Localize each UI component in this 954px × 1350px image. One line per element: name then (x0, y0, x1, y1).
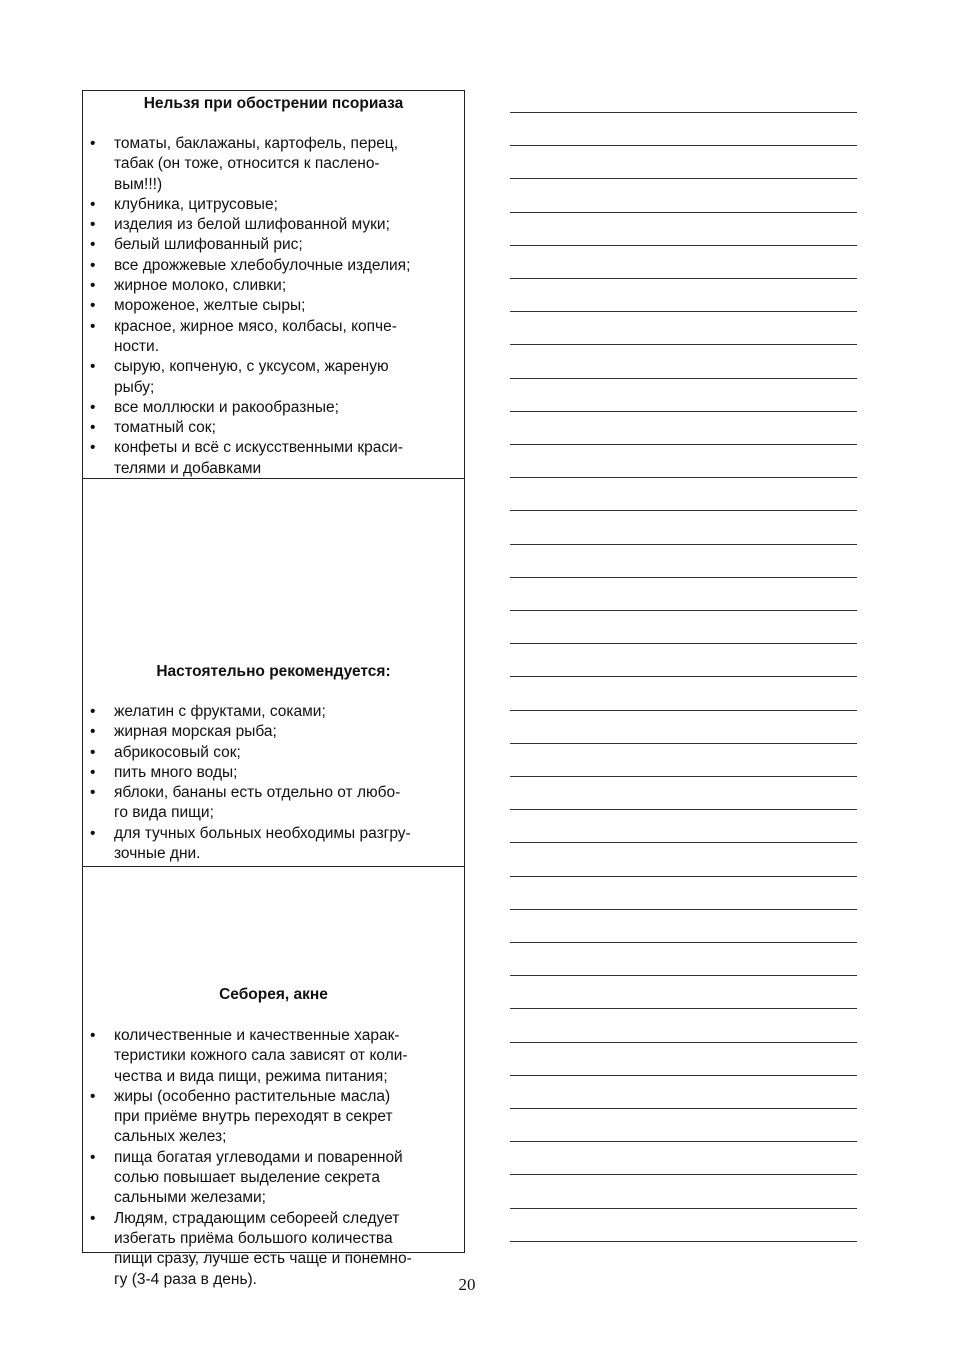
bullet-marker: • (90, 784, 96, 802)
ruled-line (510, 1108, 857, 1109)
list-item (83, 418, 464, 438)
ruled-line (510, 411, 857, 412)
list-item (83, 824, 464, 865)
bullet-marker: • (90, 358, 96, 376)
list-item (83, 256, 464, 276)
bullet-marker: • (90, 297, 96, 315)
item-text-line: томатный сок; (114, 419, 216, 437)
section-seborrhea-acne (83, 867, 464, 1288)
ruled-line (510, 1042, 857, 1043)
list-item (83, 215, 464, 235)
item-text-line: Людям, страдающим себореей следует (114, 1209, 400, 1227)
list-item (83, 276, 464, 296)
bullet-marker: • (90, 824, 96, 842)
list-item (83, 1148, 464, 1209)
item-text-line: ности. (114, 337, 159, 355)
ruled-line (510, 112, 857, 113)
item-text-line: все моллюски и ракообразные; (114, 398, 339, 416)
item-text-line: все дрожжевые хлебобулочные изделия; (114, 256, 411, 274)
item-text-line: сальных желез; (114, 1128, 227, 1146)
ruled-line (510, 145, 857, 146)
item-text-line: табак (он тоже, относится к паслено- (114, 155, 380, 173)
bullet-marker: • (90, 419, 96, 437)
bullet-marker: • (90, 439, 96, 457)
list-item (83, 783, 464, 824)
item-text-line: томаты, баклажаны, картофель, перец, (114, 135, 398, 152)
ruled-line (510, 212, 857, 213)
ruled-line (510, 909, 857, 910)
list-item (83, 134, 464, 195)
list-item (83, 702, 464, 722)
bullet-marker: • (90, 1087, 96, 1105)
ruled-line (510, 311, 857, 312)
item-text-line: вым!!!) (114, 175, 163, 193)
item-text-line: конфеты и всё с искусственными краси- (114, 439, 403, 457)
bullet-marker: • (90, 216, 96, 234)
item-text-line: телями и добавками (114, 459, 262, 477)
list-item (83, 763, 464, 783)
item-text-line: жиры (особенно растительные масла) (114, 1087, 391, 1105)
ruled-line (510, 676, 857, 677)
item-text-line: абрикосовый сок; (114, 743, 241, 761)
item-list (83, 134, 464, 479)
ruled-line (510, 743, 857, 744)
list-item (83, 398, 464, 418)
list-item (83, 317, 464, 358)
ruled-line (510, 776, 857, 777)
ruled-line (510, 1208, 857, 1209)
ruled-line (510, 178, 857, 179)
item-text-line: пища богатая углеводами и поваренной (114, 1148, 403, 1166)
ruled-line (510, 577, 857, 578)
item-text-line: гу (3-4 раза в день). (114, 1270, 257, 1288)
item-text-line: сальными железами; (114, 1189, 266, 1207)
bullet-marker: • (90, 763, 96, 781)
ruled-line (510, 544, 857, 545)
bullet-marker: • (90, 135, 96, 152)
bullet-marker: • (90, 1148, 96, 1166)
bullet-marker: • (90, 195, 96, 213)
item-text-line: количественные и качественные харак- (114, 1027, 400, 1044)
item-text-line: зочные дни. (114, 845, 201, 863)
ruled-line (510, 378, 857, 379)
page-number: 20 (458, 1275, 476, 1294)
bullet-marker: • (90, 256, 96, 274)
ruled-line (510, 1141, 857, 1142)
item-text-line: го вида пищи; (114, 804, 214, 822)
section-title: Себорея, акне (219, 986, 328, 1003)
ruled-line (510, 710, 857, 711)
list-item (83, 357, 464, 398)
list-item (83, 438, 464, 479)
ruled-line (510, 245, 857, 246)
list-item (83, 722, 464, 742)
ruled-line (510, 610, 857, 611)
section-recommended (83, 479, 464, 867)
info-table (82, 90, 465, 1288)
bullet-marker: • (90, 277, 96, 295)
section-title: Нельзя при обострении псориаза (143, 95, 404, 112)
item-text-line: при приёме внутрь переходят в секрет (114, 1108, 393, 1126)
note-writing-lines (510, 0, 857, 1350)
list-item (83, 1087, 464, 1148)
item-text-line: для тучных больных необходимы разгру- (114, 824, 411, 842)
ruled-line (510, 942, 857, 943)
item-text-line: солью повышает выделение секрета (114, 1169, 380, 1187)
section-psoriasis-prohibited (83, 91, 464, 479)
bullet-marker: • (90, 743, 96, 761)
ruled-line (510, 1008, 857, 1009)
ruled-line (510, 876, 857, 877)
item-text-line: жирное молоко, сливки; (114, 277, 287, 295)
ruled-line (510, 809, 857, 810)
item-text-line: рыбу; (114, 378, 155, 396)
bullet-marker: • (90, 236, 96, 254)
item-text-line: мороженое, желтые сыры; (114, 297, 306, 315)
item-text-line: пить много воды; (114, 763, 238, 781)
item-list (83, 1026, 464, 1290)
item-text-line: клубника, цитрусовые; (114, 195, 278, 213)
list-item (83, 195, 464, 215)
item-text-line: яблоки, бананы есть отдельно от любо- (114, 784, 401, 802)
ruled-line (510, 510, 857, 511)
section-title: Настоятельно рекомендуется: (156, 663, 391, 680)
ruled-line (510, 842, 857, 843)
ruled-line (510, 444, 857, 445)
bullet-marker: • (90, 703, 96, 720)
item-text-line: желатин с фруктами, соками; (114, 703, 326, 720)
list-item (83, 235, 464, 255)
ruled-line (510, 643, 857, 644)
bullet-marker: • (90, 317, 96, 335)
item-text-line: сырую, копченую, с уксусом, жареную (114, 358, 389, 376)
list-item (83, 1026, 464, 1087)
item-text-line: белый шлифованный рис; (114, 236, 303, 254)
item-text-line: жирная морская рыба; (114, 723, 277, 741)
ruled-line (510, 344, 857, 345)
item-text-line: красное, жирное мясо, колбасы, копче- (114, 317, 397, 335)
item-text-line: чества и вида пищи, режима питания; (114, 1067, 388, 1085)
item-text-line: изделия из белой шлифованной муки; (114, 216, 390, 234)
ruled-line (510, 1241, 857, 1242)
list-item (83, 296, 464, 316)
item-text-line: теристики кожного сала зависят от коли- (114, 1047, 408, 1065)
item-text-line: пищи сразу, лучше есть чаще и понемно- (114, 1250, 412, 1268)
bullet-marker: • (90, 1027, 96, 1044)
item-text-line: избегать приёма большого количества (114, 1229, 393, 1247)
list-item (83, 743, 464, 763)
ruled-line (510, 477, 857, 478)
bullet-marker: • (90, 723, 96, 741)
ruled-line (510, 975, 857, 976)
ruled-line (510, 1075, 857, 1076)
bullet-marker: • (90, 1209, 96, 1227)
ruled-line (510, 278, 857, 279)
ruled-line (510, 1174, 857, 1175)
item-list (83, 702, 464, 864)
bullet-marker: • (90, 398, 96, 416)
